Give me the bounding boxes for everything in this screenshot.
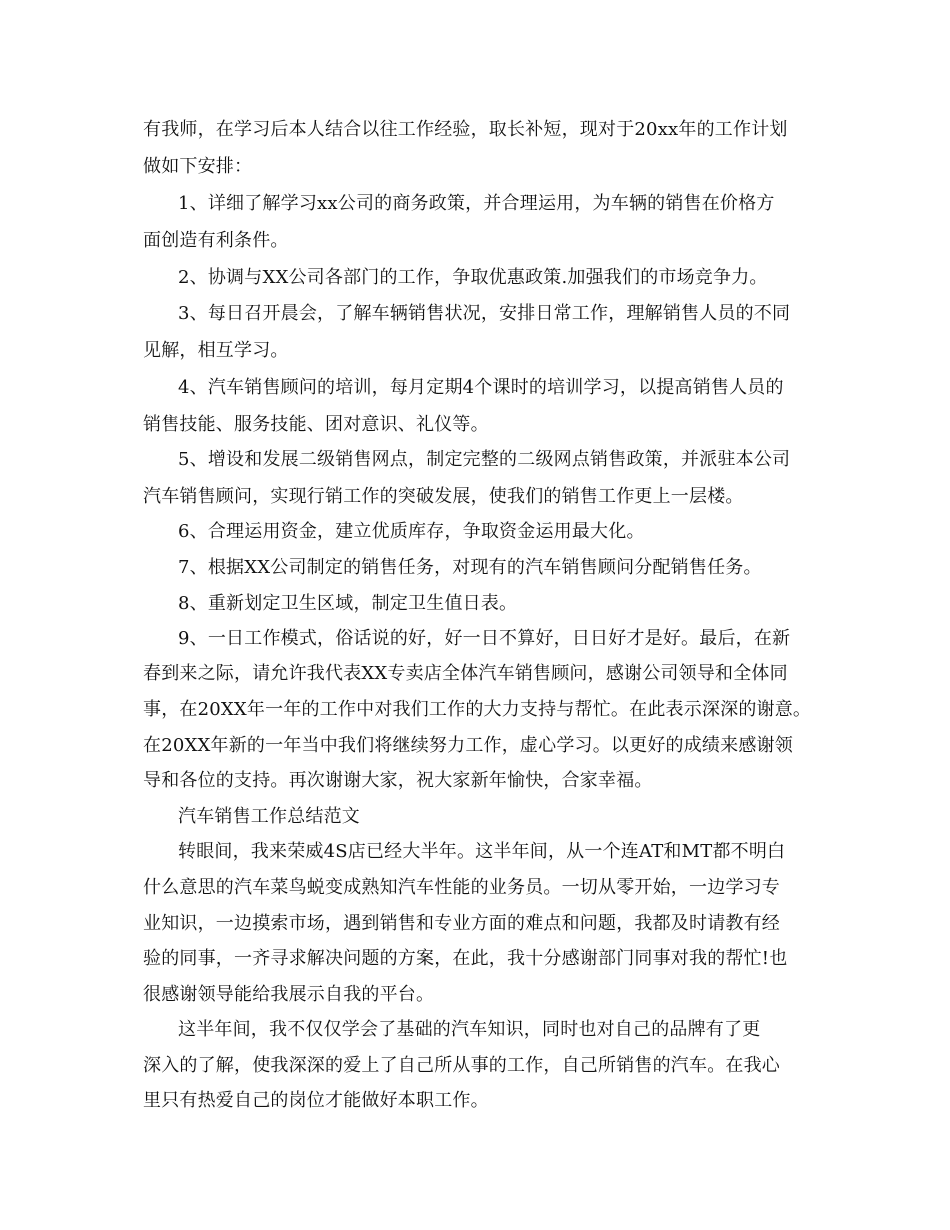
text-line: 很感谢领导能给我展示自我的平台。 — [143, 984, 435, 1005]
section-heading: 汽车销售工作总结范文 — [178, 806, 360, 827]
text-line: 做如下安排： — [143, 156, 253, 177]
text-line: 业知识，一边摸索市场，遇到销售和专业方面的难点和问题，我都及时请教有经 — [143, 913, 780, 934]
text-line: 验的同事，一齐寻求解决问题的方案，在此，我十分感谢部门同事对我的帮忙!也 — [143, 948, 788, 969]
text-line: 见解，相互学习。 — [143, 340, 289, 361]
text-line: 什么意思的汽车菜鸟蜕变成熟知汽车性能的业务员。一切从零开始，一边学习专 — [143, 877, 780, 898]
text-line: 4、汽车销售顾问的培训，每月定期4个课时的培训学习，以提高销售人员的 — [178, 377, 784, 398]
text-line: 事，在20XX年一年的工作中对我们工作的大力支持与帮忙。在此表示深深的谢意。 — [143, 699, 812, 720]
text-line: 春到来之际，请允许我代表XX专卖店全体汽车销售顾问，感谢公司领导和全体同 — [143, 663, 788, 684]
text-line: 7、根据XX公司制定的销售任务，对现有的汽车销售顾问分配销售任务。 — [178, 557, 762, 578]
text-line: 5、增设和发展二级销售网点，制定完整的二级网点销售政策，并派驻本公司 — [178, 449, 791, 470]
text-line: 2、协调与XX公司各部门的工作，争取优惠政策.加强我们的市场竞争力。 — [178, 267, 768, 288]
text-line: 深入的了解，使我深深的爱上了自己所从事的工作，自己所销售的汽车。在我心 — [143, 1055, 780, 1076]
text-line: 面创造有利条件。 — [143, 230, 289, 251]
text-line: 里只有热爱自己的岗位才能做好本职工作。 — [143, 1090, 489, 1111]
text-line: 有我师，在学习后本人结合以往工作经验，取长补短，现对于20xx年的工作计划 — [143, 119, 788, 140]
text-line: 3、每日召开晨会，了解车辆销售状况，安排日常工作，理解销售人员的不同 — [178, 303, 791, 324]
text-line: 6、合理运用资金，建立优质库存，争取资金运用最大化。 — [178, 521, 645, 542]
text-line: 销售技能、服务技能、团对意识、礼仪等。 — [143, 414, 489, 435]
text-line: 转眼间，我来荣威4S店已经大半年。这半年间，从一个连AT和MT都不明白 — [178, 841, 786, 862]
text-line: 这半年间，我不仅仅学会了基础的汽车知识，同时也对自己的品牌有了更 — [178, 1019, 761, 1040]
text-line: 1、详细了解学习xx公司的商务政策，并合理运用，为车辆的销售在价格方 — [178, 193, 775, 214]
text-line: 在20XX年新的一年当中我们将继续努力工作，虚心学习。以更好的成绩来感谢领 — [143, 735, 793, 756]
text-line: 汽车销售顾问，实现行销工作的突破发展，使我们的销售工作更上一层楼。 — [143, 486, 744, 507]
text-line: 8、重新划定卫生区域，制定卫生值日表。 — [178, 593, 518, 614]
text-line: 导和各位的支持。再次谢谢大家，祝大家新年愉快，合家幸福。 — [143, 770, 653, 791]
text-line: 9、一日工作模式，俗话说的好，好一日不算好，日日好才是好。最后，在新 — [178, 628, 791, 649]
